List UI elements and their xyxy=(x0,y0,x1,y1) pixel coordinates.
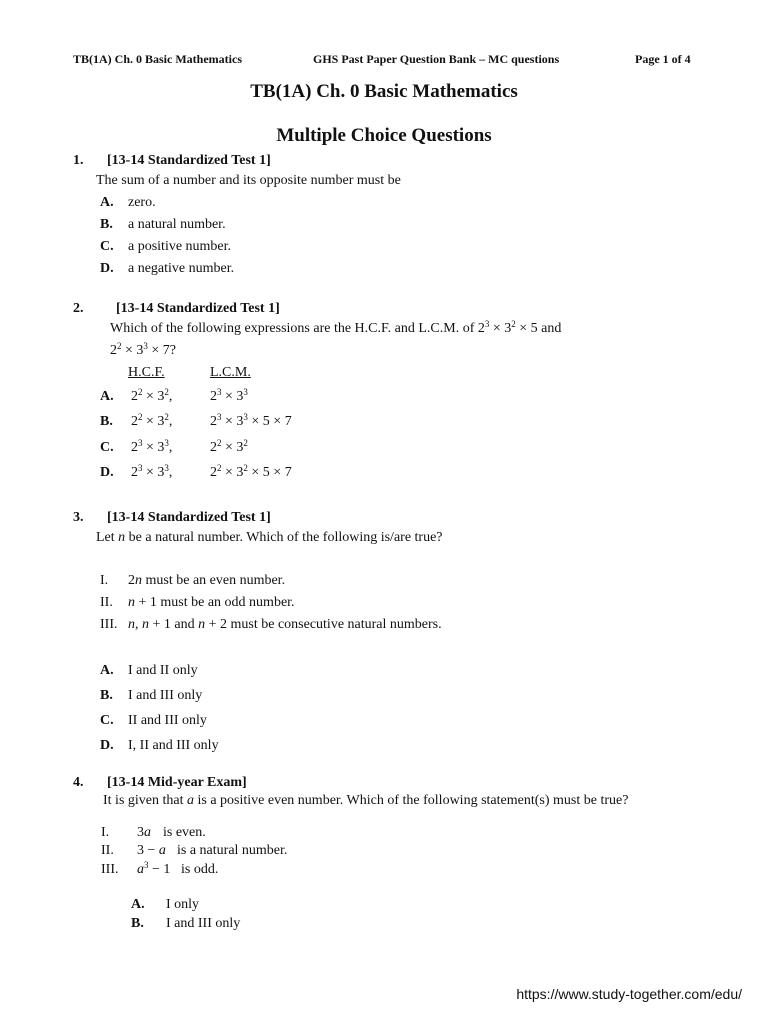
q2-option-c-lcm: $2^2 \times 3^2$ xyxy=(210,438,248,455)
q4-option-label: B. xyxy=(131,916,144,931)
q1-option-text: a natural number. xyxy=(128,217,226,232)
q4-source: [13-14 Mid-year Exam] xyxy=(107,775,247,790)
q3-option-text: I, II and III only xyxy=(128,738,219,753)
q3-option-label: B. xyxy=(100,688,113,703)
q4-statement-2-text: is a natural number. xyxy=(177,843,288,858)
q2-option-b-lcm: $2^3 \times 3^3 \times 5 \times 7$ xyxy=(210,412,292,429)
q1-option-text: a negative number. xyxy=(128,261,235,276)
q3-option-text: I and III only xyxy=(128,688,203,703)
q3-option-label: C. xyxy=(100,713,114,728)
q1-stem: The sum of a number and its opposite number must be xyxy=(96,173,401,188)
q4-stem: It is given that a is a positive even number. Which of the following statement(s) must be true? xyxy=(103,793,629,808)
header-center: GHS Past Paper Question Bank – MC questions xyxy=(313,52,560,66)
q4-statement-label: II. xyxy=(101,843,114,858)
q1-option-label: A. xyxy=(100,195,114,210)
q1-source: [13-14 Standardized Test 1] xyxy=(107,153,271,168)
q4-statement-1-expr: 3a xyxy=(137,825,151,840)
q3-statement-3: n, n + 1 and n + 2 must be consecutive natural numbers. xyxy=(128,617,442,632)
q4-statement-3-text: is odd. xyxy=(181,862,219,877)
header-page-number: Page 1 of 4 xyxy=(635,52,691,66)
q1-option-text: a positive number. xyxy=(128,239,232,254)
q4-statement-3-expr: $a^3 - 1$ xyxy=(137,860,171,877)
header-left: TB(1A) Ch. 0 Basic Mathematics xyxy=(73,52,242,66)
q1-option-text: zero. xyxy=(128,195,156,210)
footer-url-link[interactable]: https://www.study-together.com/edu/ xyxy=(516,986,742,1002)
q3-number: 3. xyxy=(73,510,84,525)
q2-option-label: A. xyxy=(100,389,114,404)
section-title: Multiple Choice Questions xyxy=(276,125,492,146)
q4-statement-2-expr: 3 − a xyxy=(137,843,166,858)
q2-option-b-hcf: $2^2 \times 3^2$, xyxy=(131,412,173,429)
q2-option-label: B. xyxy=(100,414,113,429)
q4-statement-label: I. xyxy=(101,825,110,840)
q4-option-text: I and III only xyxy=(166,916,241,931)
q3-statement-label: III. xyxy=(100,617,118,632)
q3-option-text: II and III only xyxy=(128,713,207,728)
q1-number: 1. xyxy=(73,153,84,168)
q3-stem: Let n be a natural number. Which of the following is/are true? xyxy=(96,530,443,545)
q4-number: 4. xyxy=(73,775,84,790)
q3-statement-label: I. xyxy=(100,573,109,588)
q4-statement-label: III. xyxy=(101,862,119,877)
q2-number: 2. xyxy=(73,301,84,316)
q1-option-label: B. xyxy=(100,217,113,232)
q2-option-a-lcm: $2^3 \times 3^3$ xyxy=(210,387,248,404)
q2-option-label: D. xyxy=(100,465,114,480)
q2-column-lcm: L.C.M. xyxy=(210,365,251,380)
q4-statement-1-text: is even. xyxy=(163,825,206,840)
q1-option-label: C. xyxy=(100,239,114,254)
q2-option-d-hcf: $2^3 \times 3^3$, xyxy=(131,463,173,480)
q3-option-label: D. xyxy=(100,738,114,753)
q2-column-hcf: H.C.F. xyxy=(128,365,165,380)
q3-source: [13-14 Standardized Test 1] xyxy=(107,510,271,525)
q3-statement-label: II. xyxy=(100,595,113,610)
q4-option-text: I only xyxy=(166,897,200,912)
q2-option-d-lcm: $2^2 \times 3^2 \times 5 \times 7$ xyxy=(210,463,292,480)
q2-stem-line2: $2^2 \times 3^3 \times 7$? xyxy=(110,341,177,358)
q3-option-text: I and II only xyxy=(128,663,198,678)
q1-option-label: D. xyxy=(100,261,114,276)
q2-option-a-hcf: $2^2 \times 3^2$, xyxy=(131,387,173,404)
q2-option-c-hcf: $2^3 \times 3^3$, xyxy=(131,438,173,455)
q2-source: [13-14 Standardized Test 1] xyxy=(116,301,280,316)
q4-option-label: A. xyxy=(131,897,145,912)
q2-stem-line1: Which of the following expressions are the H.C.F. and L.C.M. of $2^3 \times 3^2 \times 5$ and xyxy=(110,319,562,336)
document-title: TB(1A) Ch. 0 Basic Mathematics xyxy=(250,81,518,102)
q3-option-label: A. xyxy=(100,663,114,678)
q3-statement-1: 2n must be an even number. xyxy=(128,573,286,588)
q2-option-label: C. xyxy=(100,440,114,455)
q3-statement-2: n + 1 must be an odd number. xyxy=(128,595,295,610)
